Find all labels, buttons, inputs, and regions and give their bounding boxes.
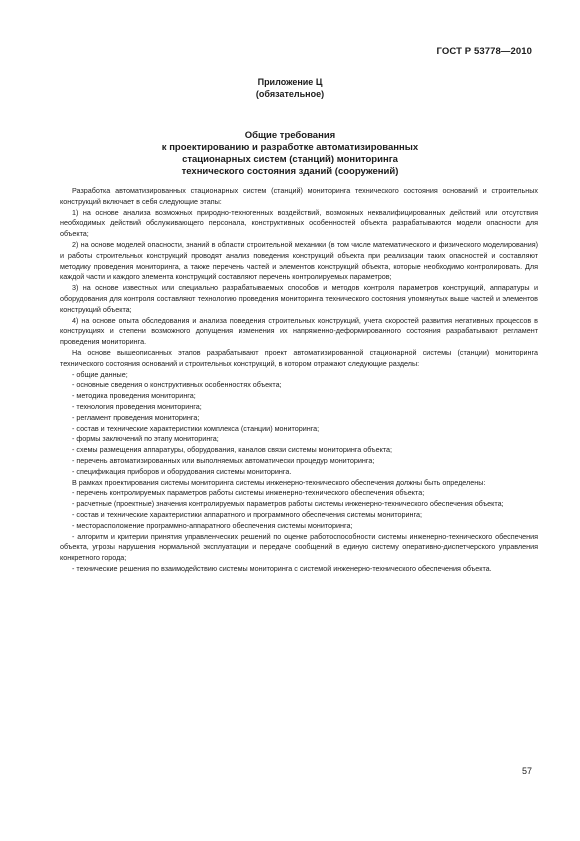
list-item: - перечень автоматизированных или выполняемых автоматически процедур мониторинга; <box>72 455 375 465</box>
list-item: - расчетные (проектные) значения контролируемых параметров работы системы инженерно-технического обеспечения объекта; <box>72 499 504 509</box>
list-item: - основные сведения о конструктивных особенностях объекта; <box>72 380 282 390</box>
list-item: - методика проведения мониторинга; <box>72 391 196 401</box>
list-item: - схемы размещения аппаратуры, оборудования, каналов связи системы мониторинга объекта; <box>72 445 393 455</box>
list-item: - перечень контролируемых параметров работы системы инженерно-технического обеспечения объекта; <box>72 488 425 498</box>
paragraph: 1) на основе анализа возможных природно-техногенных воздействий, возможных неквалифицированных действий или отсутствия необходимых действий обслуживающего персонала, конструктивных особенностей объекта разрабатываются модели опасности для объекта; <box>60 207 538 239</box>
title-line: к проектированию и разработке автоматизированных <box>161 142 419 153</box>
paragraph: 3) на основе известных или специально разрабатываемых способов и методов контроля параметров конструкций, аппаратуры и оборудования для контроля составляют технологию проведения мониторинга технического состояния упомянутых выше частей и элементов конструкций объекта; <box>60 283 538 314</box>
body-text <box>60 186 538 575</box>
list-item: - месторасположение программно-аппаратного обеспечения системы мониторинга; <box>72 520 353 530</box>
list-item: - регламент проведения мониторинга; <box>72 412 200 422</box>
paragraph: В рамках проектирования системы мониторинга системы инженерно-технического обеспечения должны быть определены: <box>72 477 486 487</box>
annex-status: (обязательное) <box>255 89 325 99</box>
document-code: ГОСТ Р 53778—2010 <box>436 46 532 57</box>
list-item: - состав и технические характеристики аппаратного и программного обеспечения системы мониторинга; <box>72 509 422 519</box>
title-line: технического состояния зданий (сооружений) <box>181 166 399 177</box>
annex-heading <box>0 76 580 100</box>
annex-title: Приложение Ц <box>257 77 323 87</box>
paragraph: На основе вышеописанных этапов разрабатывают проект автоматизированной стационарной системы (станции) мониторинга технического состояния оснований и строительных конструкций, в котором отражают следующие разделы: <box>60 347 538 368</box>
paragraph: 4) на основе опыта обследования и анализа поведения строительных конструкций, учета скоростей развития негативных процессов в конструкциях и степени возможного допущения изменения их напряженно-деформированного состояния разрабатывают регламент проведения мониторинга. <box>60 315 538 347</box>
list-item: - состав и технические характеристики комплекса (станции) мониторинга; <box>72 423 320 433</box>
list-item: - технические решения по взаимодействию системы мониторинга с системой инженерно-технического обеспечения объекта. <box>72 563 492 573</box>
list-item: - алгоритм и критерии принятия управленческих решений по оценке работоспособности системы инженерно-технического обеспечения объекта, угрозы нарушения нормальной эксплуатации и передаче сообщений в единую систему оперативно-диспетчерского управления конкретного города; <box>60 531 538 563</box>
page-number: 57 <box>521 766 532 776</box>
paragraph: 2) на основе моделей опасности, знаний в области строительной механики (в том числе математического и физического моделирования) и работы строительных конструкций проводят анализ поведения конструкций объекта при реализации таких опасностей и составляют методику проведения мониторинга, а также перечень частей и элементов конструкций объекта, которые необходимо контролировать. Для каждой части и каждого элемента конструкций составляют перечень контролируемых параметров; <box>60 239 538 282</box>
list-item: - общие данные; <box>72 369 128 379</box>
title-line: Общие требования <box>244 130 336 141</box>
paragraph: Разработка автоматизированных стационарных систем (станций) мониторинга технического состояния оснований и строительных конструкций включает в себя следующие этапы: <box>60 186 538 206</box>
title-line: стационарных систем (станций) мониторинга <box>182 154 398 165</box>
list-item: - формы заключений по этапу мониторинга; <box>72 434 219 444</box>
list-item: - спецификация приборов и оборудования системы мониторинга. <box>72 466 292 476</box>
section-title <box>0 130 580 178</box>
list-item: - технология проведения мониторинга; <box>72 401 202 411</box>
